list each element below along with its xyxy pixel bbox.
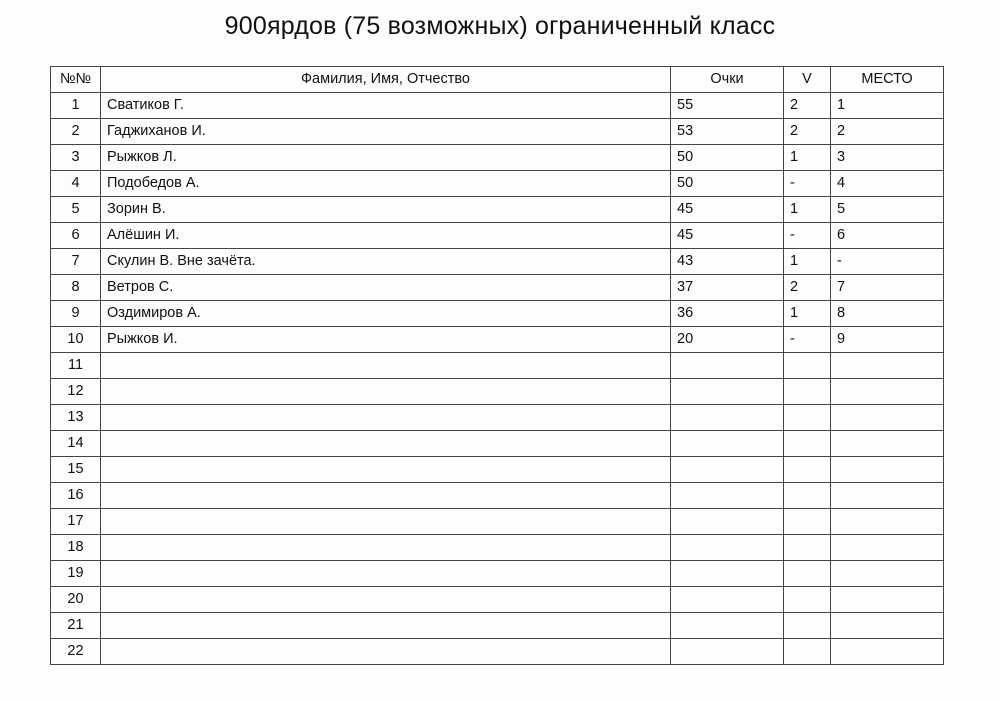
row-place: 4 xyxy=(831,171,944,197)
row-name: Гаджиханов И. xyxy=(101,119,671,145)
row-name xyxy=(101,457,671,483)
table-row xyxy=(51,457,944,483)
row-points: 43 xyxy=(671,249,784,275)
table-row xyxy=(51,249,944,275)
row-v xyxy=(784,379,831,405)
row-name: Подобедов А. xyxy=(101,171,671,197)
row-name xyxy=(101,483,671,509)
row-place xyxy=(831,535,944,561)
row-name: Зорин В. xyxy=(101,197,671,223)
row-points: 45 xyxy=(671,223,784,249)
table-row xyxy=(51,353,944,379)
row-place: 7 xyxy=(831,275,944,301)
document-title: 900ярдов (75 возможных) ограниченный класс xyxy=(224,12,776,40)
row-place: 2 xyxy=(831,119,944,145)
row-points xyxy=(671,483,784,509)
row-points: 45 xyxy=(671,197,784,223)
row-v xyxy=(784,561,831,587)
row-place: 5 xyxy=(831,197,944,223)
row-v: 1 xyxy=(784,145,831,171)
row-number: 16 xyxy=(51,483,101,509)
table-row xyxy=(51,327,944,353)
row-points: 20 xyxy=(671,327,784,353)
row-points xyxy=(671,639,784,665)
row-number: 14 xyxy=(51,431,101,457)
row-number: 7 xyxy=(51,249,101,275)
row-number: 13 xyxy=(51,405,101,431)
row-name xyxy=(101,613,671,639)
row-place xyxy=(831,379,944,405)
row-name: Оздимиров А. xyxy=(101,301,671,327)
table-row xyxy=(51,613,944,639)
row-name xyxy=(101,431,671,457)
row-place: 6 xyxy=(831,223,944,249)
row-points: 37 xyxy=(671,275,784,301)
row-name xyxy=(101,561,671,587)
row-place: - xyxy=(831,249,944,275)
table-row xyxy=(51,119,944,145)
row-name: Скулин В. Вне зачёта. xyxy=(101,249,671,275)
table-row xyxy=(51,639,944,665)
row-number: 21 xyxy=(51,613,101,639)
row-points xyxy=(671,379,784,405)
row-name: Ветров С. xyxy=(101,275,671,301)
row-place xyxy=(831,509,944,535)
row-number: 3 xyxy=(51,145,101,171)
row-v: - xyxy=(784,171,831,197)
row-v xyxy=(784,483,831,509)
row-points xyxy=(671,405,784,431)
row-v: 1 xyxy=(784,197,831,223)
results-table xyxy=(50,66,944,665)
table-row xyxy=(51,379,944,405)
row-name xyxy=(101,379,671,405)
row-place xyxy=(831,353,944,379)
table-row xyxy=(51,509,944,535)
row-v xyxy=(784,457,831,483)
row-name: Сватиков Г. xyxy=(101,93,671,119)
row-v xyxy=(784,405,831,431)
header-points: Очки xyxy=(671,67,784,93)
row-points xyxy=(671,353,784,379)
table-row xyxy=(51,93,944,119)
row-place xyxy=(831,613,944,639)
row-number: 10 xyxy=(51,327,101,353)
table-row xyxy=(51,587,944,613)
row-place: 1 xyxy=(831,93,944,119)
row-number: 11 xyxy=(51,353,101,379)
row-number: 22 xyxy=(51,639,101,665)
row-name: Алёшин И. xyxy=(101,223,671,249)
row-v: 2 xyxy=(784,119,831,145)
header-name: Фамилия, Имя, Отчество xyxy=(101,67,671,93)
row-points: 50 xyxy=(671,171,784,197)
row-number: 15 xyxy=(51,457,101,483)
row-v: 2 xyxy=(784,93,831,119)
table-row xyxy=(51,405,944,431)
row-name xyxy=(101,535,671,561)
row-number: 1 xyxy=(51,93,101,119)
row-v xyxy=(784,431,831,457)
row-v: 2 xyxy=(784,275,831,301)
row-v xyxy=(784,509,831,535)
row-name xyxy=(101,353,671,379)
table-row xyxy=(51,223,944,249)
row-v: - xyxy=(784,327,831,353)
row-number: 5 xyxy=(51,197,101,223)
row-name: Рыжков Л. xyxy=(101,145,671,171)
header-place: МЕСТО xyxy=(831,67,944,93)
row-number: 19 xyxy=(51,561,101,587)
row-points: 55 xyxy=(671,93,784,119)
row-v: 1 xyxy=(784,249,831,275)
row-number: 4 xyxy=(51,171,101,197)
row-v xyxy=(784,353,831,379)
header-number: №№ xyxy=(51,67,101,93)
row-place: 9 xyxy=(831,327,944,353)
row-place xyxy=(831,405,944,431)
row-place xyxy=(831,639,944,665)
row-number: 6 xyxy=(51,223,101,249)
header-row xyxy=(51,67,944,93)
table-row xyxy=(51,561,944,587)
row-points xyxy=(671,587,784,613)
row-place xyxy=(831,561,944,587)
row-name xyxy=(101,405,671,431)
row-number: 2 xyxy=(51,119,101,145)
row-v: - xyxy=(784,223,831,249)
table-row xyxy=(51,535,944,561)
table-row xyxy=(51,197,944,223)
row-points xyxy=(671,561,784,587)
row-v xyxy=(784,587,831,613)
table-row xyxy=(51,275,944,301)
row-name xyxy=(101,509,671,535)
table-row xyxy=(51,431,944,457)
row-points xyxy=(671,613,784,639)
row-number: 8 xyxy=(51,275,101,301)
table-row xyxy=(51,145,944,171)
row-name xyxy=(101,639,671,665)
header-v: V xyxy=(784,67,831,93)
row-points: 53 xyxy=(671,119,784,145)
row-points xyxy=(671,535,784,561)
row-v: 1 xyxy=(784,301,831,327)
table-row xyxy=(51,483,944,509)
row-place xyxy=(831,483,944,509)
table-row xyxy=(51,301,944,327)
row-place: 3 xyxy=(831,145,944,171)
row-name: Рыжков И. xyxy=(101,327,671,353)
row-v xyxy=(784,613,831,639)
row-number: 18 xyxy=(51,535,101,561)
row-place xyxy=(831,587,944,613)
row-name xyxy=(101,587,671,613)
row-number: 9 xyxy=(51,301,101,327)
row-place xyxy=(831,431,944,457)
row-place xyxy=(831,457,944,483)
row-number: 20 xyxy=(51,587,101,613)
row-number: 17 xyxy=(51,509,101,535)
table-row xyxy=(51,171,944,197)
row-v xyxy=(784,639,831,665)
row-place: 8 xyxy=(831,301,944,327)
row-points xyxy=(671,457,784,483)
row-number: 12 xyxy=(51,379,101,405)
row-v xyxy=(784,535,831,561)
row-points xyxy=(671,509,784,535)
row-points xyxy=(671,431,784,457)
row-points: 36 xyxy=(671,301,784,327)
row-points: 50 xyxy=(671,145,784,171)
